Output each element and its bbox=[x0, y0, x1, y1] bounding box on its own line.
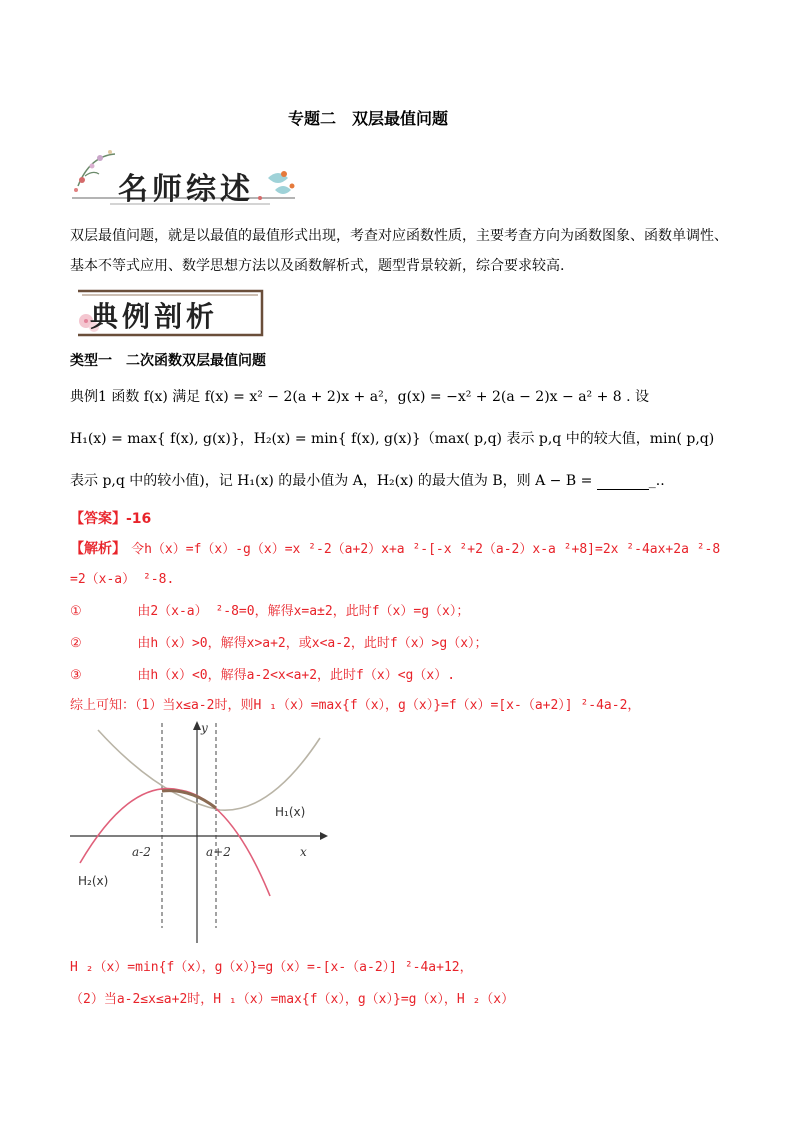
example-line-3 bbox=[70, 470, 665, 490]
y-label: y bbox=[201, 721, 208, 735]
intro-line-1: 双层最值问题，就是以最值的最值形式出现，考查对应函数性质，主要考查方向为函数图象、函数单调性、 bbox=[70, 228, 728, 244]
h2-label: H₂(x) bbox=[78, 874, 109, 888]
item-number: ② bbox=[70, 636, 82, 651]
analysis-item-2 bbox=[70, 632, 488, 651]
example-line-3-tail: _.. bbox=[648, 473, 665, 489]
banner-dianli bbox=[70, 287, 270, 339]
section-heading-type1: 类型一 二次函数双层最值问题 bbox=[70, 353, 266, 369]
banner-dianli-text: 典例剖析 bbox=[90, 300, 219, 333]
analysis-item-3 bbox=[70, 664, 455, 683]
f-curve bbox=[98, 730, 320, 810]
h1-label: H₁(x) bbox=[275, 805, 306, 819]
analysis-line-1 bbox=[70, 538, 720, 558]
item-number: ③ bbox=[70, 668, 82, 683]
function-graph bbox=[70, 718, 340, 948]
analysis-text-1: 令h（x）=f（x）-g（x）=x ²-2（a+2）x+a ²-[-x ²+2（a-2）x-a ²+8]=2x ²-4ax+2a ²-8 bbox=[131, 542, 721, 557]
answer: 【答案】-16 bbox=[70, 511, 152, 527]
banner-mingshi bbox=[70, 146, 300, 214]
example-line-3-text: 表示 p,q 中的较小值)，记 H₁(x) 的最小值为 A，H₂(x) 的最大值为 B，则 A − B = bbox=[70, 473, 597, 489]
x-axis-arrow-icon bbox=[320, 832, 328, 840]
item-text: 由2（x-a） ²-8=0，解得x=a±2，此时f（x）=g（x）； bbox=[137, 604, 470, 619]
analysis-case2: （2）当a-2≤x≤a+2时，H ₁（x）=max{f（x），g（x）}=g（x），H ₂（x） bbox=[70, 992, 515, 1007]
g-curve bbox=[80, 789, 270, 896]
analysis-summary: 综上可知：（1）当x≤a-2时，则H ₁（x）=max{f（x），g（x）}=f（x）=[x-（a+2）] ²-4a-2， bbox=[70, 698, 641, 713]
y-axis-arrow-icon bbox=[193, 721, 201, 730]
analysis-label: 【解析】 bbox=[70, 541, 126, 557]
x-label: x bbox=[300, 845, 307, 859]
item-text: 由h（x）<0，解得a-2<x<a+2，此时f（x）<g（x）. bbox=[137, 668, 456, 683]
banner-mingshi-text: 名师综述 bbox=[118, 172, 254, 207]
tick-left: a-2 bbox=[132, 845, 151, 859]
page-title: 专题二 双层最值问题 bbox=[288, 109, 449, 128]
answer-blank bbox=[597, 475, 649, 490]
analysis-item-1 bbox=[70, 600, 469, 619]
example-line-2: H₁(x) = max{ f(x), g(x)}，H₂(x) = min{ f(x), g(x)}（max( p,q) 表示 p,q 中的较大值，min( p,q) bbox=[70, 431, 715, 447]
intro-line-2: 基本不等式应用、数学思想方法以及函数解析式，题型背景较新，综合要求较高. bbox=[70, 258, 565, 274]
item-text: 由h（x）>0，解得x>a+2，或x<a-2，此时f（x）>g（x）； bbox=[137, 636, 488, 651]
example-line-1: 典例1 函数 f(x) 满足 f(x) = x² − 2(a + 2)x + a²，g(x) = −x² + 2(a − 2)x − a² + 8 . 设 bbox=[70, 389, 650, 405]
analysis-h2: H ₂（x）=min{f（x），g（x）}=g（x）=-[x-（a-2）] ²-4a+12， bbox=[70, 960, 473, 975]
tick-right: a+2 bbox=[206, 845, 231, 859]
item-number: ① bbox=[70, 604, 82, 619]
analysis-line-2: =2（x-a） ²-8. bbox=[70, 572, 175, 587]
